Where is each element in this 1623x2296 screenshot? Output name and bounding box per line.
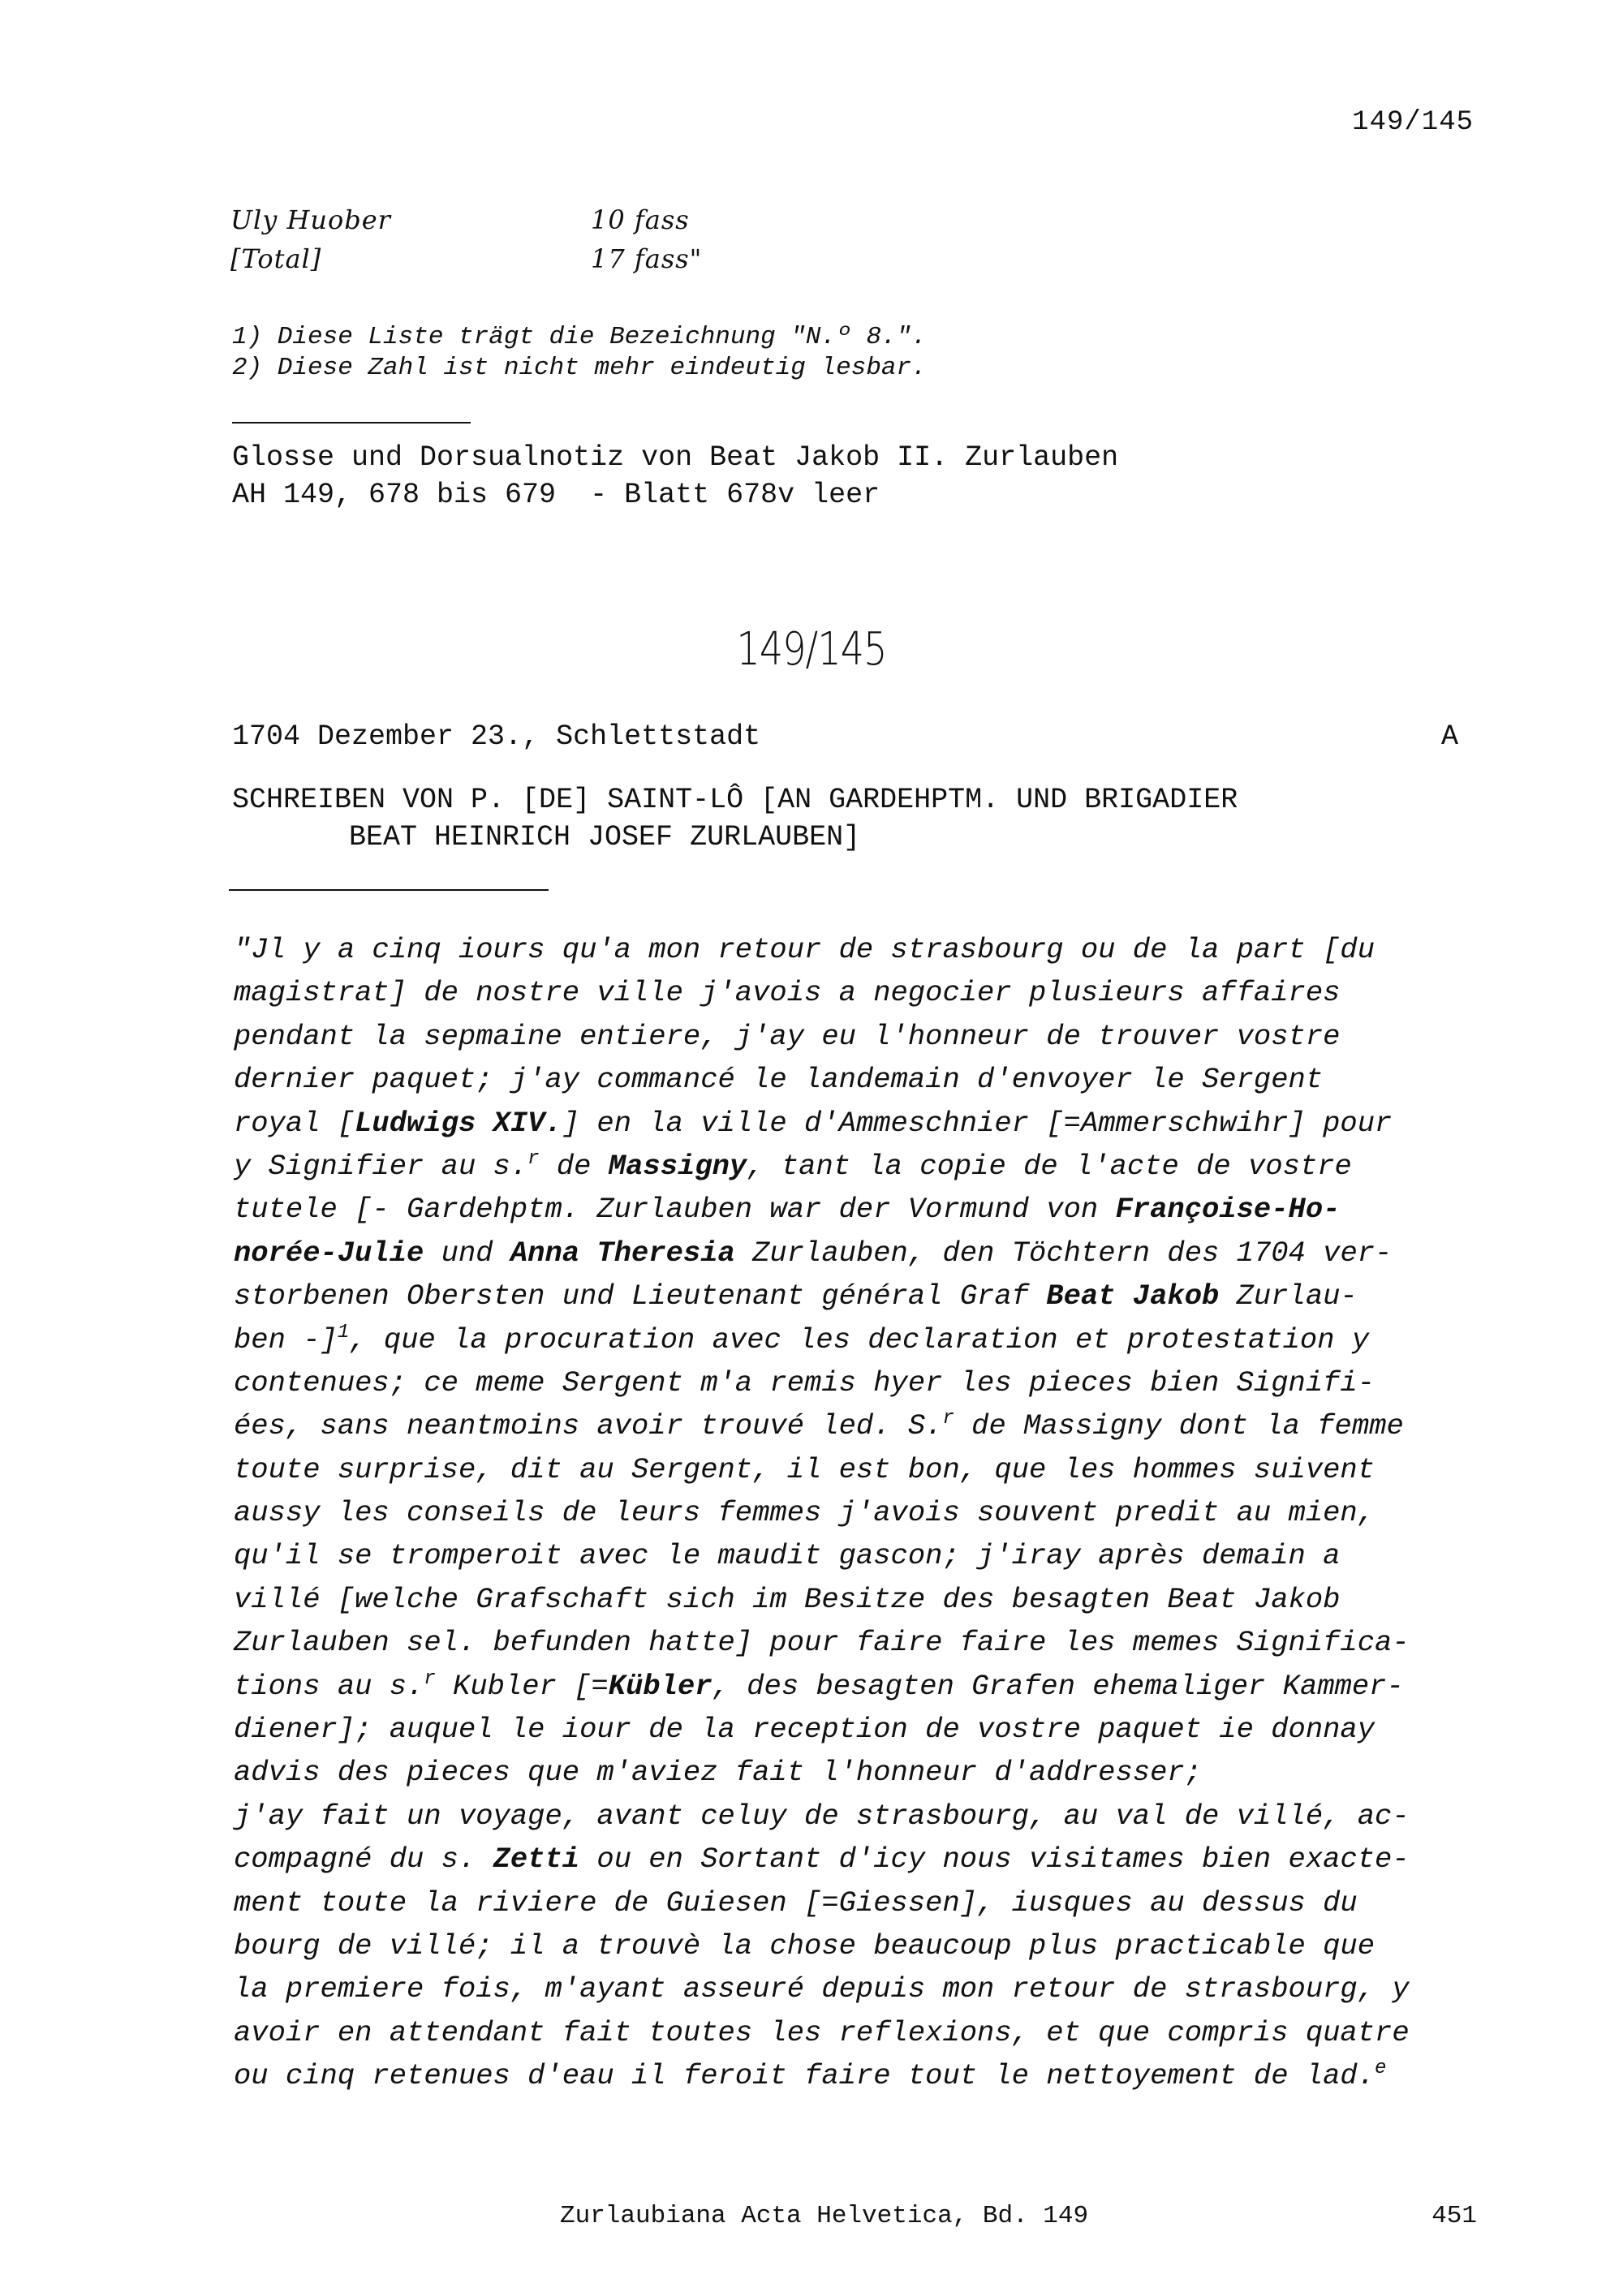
bold-name: norée-Julie	[234, 1236, 424, 1270]
letter-line	[234, 1448, 1483, 1491]
superscript: e	[1375, 2057, 1387, 2079]
letter-line	[234, 1058, 1483, 1101]
bold-name: Massigny	[608, 1149, 747, 1183]
table-row-name: Uly Huober	[230, 204, 391, 235]
bold-name: Beat Jakob	[1046, 1279, 1220, 1314]
table-row-amount: 17 fass"	[591, 243, 703, 274]
text-segment: avoir en attendant fait toutes les reflexions, et que compris quatre	[234, 2015, 1410, 2049]
entry-title-line: BEAT HEINRICH JOSEF ZURLAUBEN]	[349, 821, 861, 853]
text-segment: storbenen Obersten und Lieutenant général Graf	[234, 1279, 1047, 1314]
text-segment: aussy les conseils de leurs femmes j'avois souvent predit au mien,	[234, 1496, 1375, 1530]
superscript: r	[942, 1408, 954, 1430]
letter-line	[234, 2011, 1483, 2054]
footnote: 2) Diese Zahl ist nicht mehr eindeutig lesbar.	[232, 354, 927, 382]
text-segment: contenues; ce meme Sergent m'a remis hyer les pieces bien Signifi-	[234, 1365, 1375, 1400]
letter-body	[234, 928, 1483, 2098]
text-segment: qu'il se tromperoit avec le maudit gascon; j'iray après demain a	[234, 1539, 1341, 1573]
page-number: 451	[1431, 2202, 1477, 2230]
text-segment: ou en Sortant d'icy nous visitames bien exacte-	[579, 1842, 1410, 1877]
letter-line	[234, 1881, 1483, 1924]
text-segment: ées, sans neantmoins avoir trouvé led. S.	[234, 1409, 943, 1443]
entry-category: A	[1441, 720, 1459, 753]
text-segment: und	[424, 1236, 510, 1270]
bold-name: Françoise-Ho-	[1115, 1193, 1341, 1227]
letter-line	[234, 1188, 1483, 1231]
entry-title-line: SCHREIBEN VON P. [DE] SAINT-LÔ [AN GARDEHPTM. UND BRIGADIER	[232, 784, 1238, 816]
bold-name: Kübler	[608, 1669, 712, 1703]
letter-line	[234, 1534, 1483, 1577]
letter-line	[234, 1361, 1483, 1404]
text-segment: ben -]	[234, 1322, 338, 1357]
text-segment: de Massigny dont la femme	[954, 1409, 1404, 1443]
text-segment: Zurlauben, den Töchtern des 1704 ver-	[734, 1236, 1393, 1270]
text-segment: y Signifier au s.	[234, 1149, 528, 1183]
text-segment: la premiere fois, m'ayant asseuré depuis mon retour de strasbourg, y	[234, 1972, 1410, 2006]
table-row-amount: 10 fass	[591, 204, 690, 235]
text-segment: ] en la ville d'Ammeschnier [=Ammerschwihr] pour	[562, 1106, 1393, 1140]
superscript: r	[527, 1147, 540, 1170]
entry-number: 149/145	[736, 623, 887, 676]
text-segment: toute surprise, dit au Sergent, il est bon, que les hommes suivent	[234, 1452, 1375, 1486]
letter-line	[234, 1232, 1483, 1275]
text-segment: Zurlauben sel. befunden hatte] pour faire faire les memes Significa-	[234, 1626, 1410, 1660]
entry-date-place: 1704 Dezember 23., Schlettstadt	[232, 720, 761, 753]
text-segment: Zurlau-	[1219, 1279, 1358, 1314]
text-segment: tions au s.	[234, 1669, 424, 1703]
text-segment: dernier paquet; j'ay commancé le landemain d'envoyer le Sergent	[234, 1063, 1324, 1097]
bold-name: Anna Theresia	[510, 1236, 735, 1270]
bold-name: Ludwigs XIV.	[355, 1106, 562, 1140]
text-segment: "Jl y a cinq iours qu'a mon retour de strasbourg ou de la part [du	[234, 933, 1375, 966]
text-segment: , des besagten Grafen ehemaliger Kammer-	[712, 1669, 1404, 1703]
source-line: Glosse und Dorsualnotiz von Beat Jakob II. Zurlauben	[232, 441, 1119, 474]
text-segment: compagné du s.	[234, 1842, 493, 1877]
letter-line	[234, 1924, 1483, 1967]
letter-line	[234, 971, 1483, 1014]
letter-line	[234, 1708, 1483, 1751]
text-segment: advis des pieces que m'aviez fait l'honneur d'addresser;	[234, 1756, 1202, 1790]
source-line: AH 149, 678 bis 679 - Blatt 678v leer	[232, 479, 880, 511]
page-header-ref: 149/145	[1352, 107, 1474, 138]
text-segment: de	[539, 1149, 609, 1183]
letter-line	[234, 1102, 1483, 1145]
text-segment: tutele [- Gardehptm. Zurlauben war der Vormund von	[234, 1193, 1116, 1227]
letter-line	[234, 1491, 1483, 1534]
letter-line	[234, 1578, 1483, 1621]
table-row-name: [Total]	[230, 243, 322, 274]
text-segment: pendant la sepmaine entiere, j'ay eu l'honneur de trouver vostre	[234, 1019, 1341, 1053]
footnote: 1) Diese Liste trägt die Bezeichnung "N.º 8.".	[232, 323, 927, 351]
letter-line	[234, 1751, 1483, 1794]
letter-line	[234, 2054, 1483, 2097]
text-segment: Kubler [=	[435, 1669, 609, 1703]
bold-name: Zetti	[493, 1842, 580, 1877]
letter-line	[234, 1967, 1483, 2010]
superscript: r	[424, 1667, 436, 1690]
text-segment: royal [	[234, 1106, 355, 1140]
letter-line	[234, 1015, 1483, 1058]
footer-title: Zurlaubiana Acta Helvetica, Bd. 149	[560, 2202, 1089, 2230]
letter-line	[234, 928, 1483, 971]
letter-line	[234, 1404, 1483, 1447]
letter-line	[234, 1275, 1483, 1318]
letter-line	[234, 1665, 1483, 1708]
letter-line	[234, 1145, 1483, 1188]
letter-line	[234, 1621, 1483, 1664]
title-separator	[229, 889, 549, 891]
letter-line	[234, 1795, 1483, 1838]
text-segment: ou cinq retenues d'eau il feroit faire tout le nettoyement de lad.	[234, 2059, 1375, 2093]
letter-line	[234, 1838, 1483, 1881]
text-segment: ment toute la riviere de Guiesen [=Giessen], iusques au dessus du	[234, 1885, 1358, 1920]
footnote-separator	[232, 422, 471, 424]
text-segment: , que la procuration avec les declaration et protestation y	[349, 1322, 1370, 1357]
text-segment: villé [welche Grafschaft sich im Besitze des besagten Beat Jakob	[234, 1582, 1341, 1616]
text-segment: bourg de villé; il a trouvè la chose beaucoup plus practicable que	[234, 1928, 1375, 1963]
letter-line	[234, 1318, 1483, 1361]
text-segment: j'ay fait un voyage, avant celuy de strasbourg, au val de villé, ac-	[234, 1799, 1410, 1833]
superscript: 1	[337, 1321, 350, 1344]
text-segment: diener]; auquel le iour de la reception de vostre paquet ie donnay	[234, 1713, 1375, 1747]
text-segment: magistrat] de nostre ville j'avois a negocier plusieurs affaires	[234, 976, 1341, 1010]
text-segment: , tant la copie de l'acte de vostre	[747, 1149, 1352, 1183]
